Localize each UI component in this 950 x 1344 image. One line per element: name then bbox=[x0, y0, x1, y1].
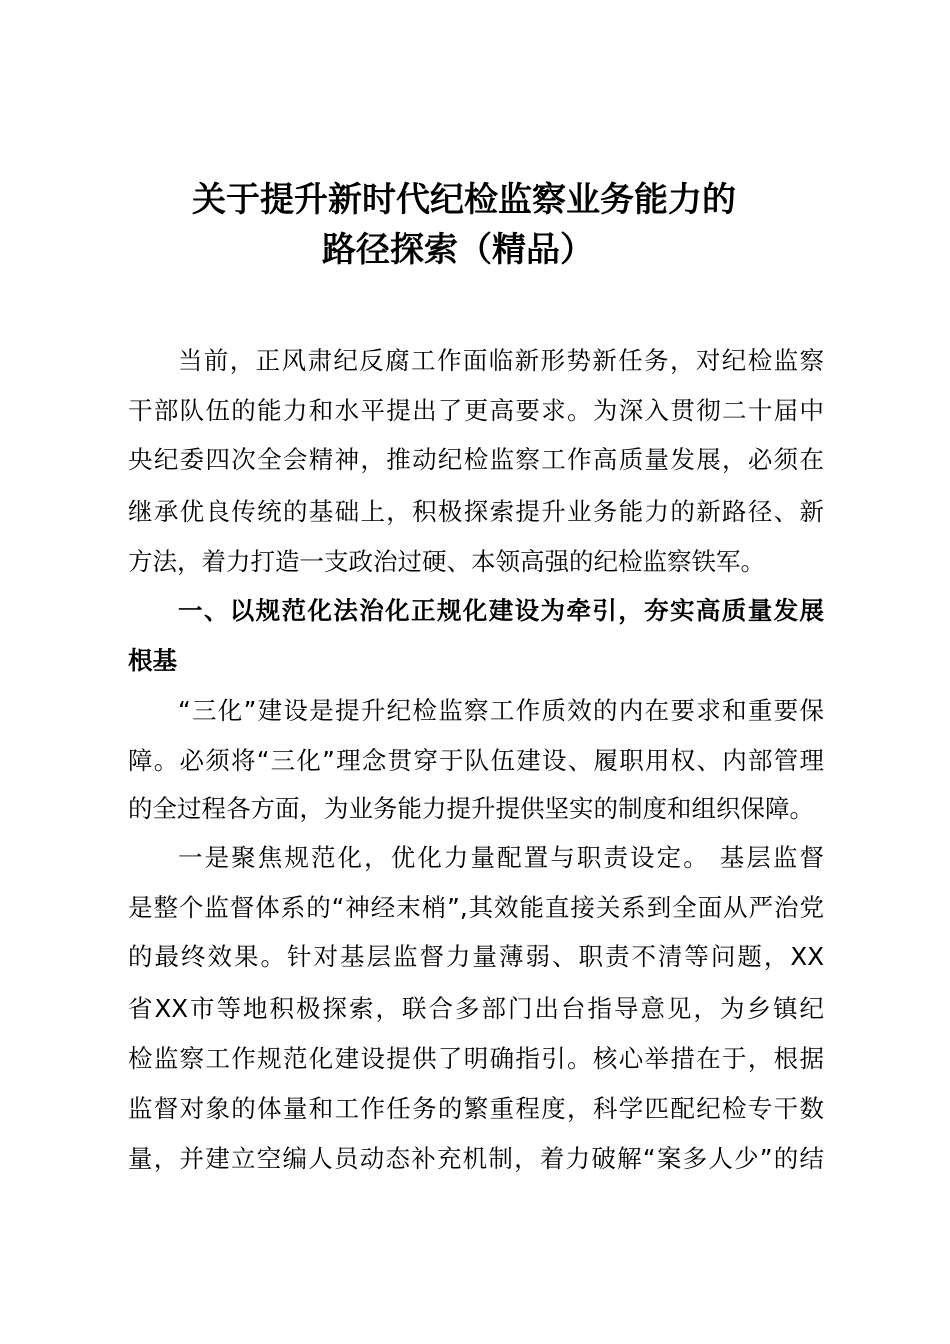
title-line: 路径探索（精品） bbox=[322, 230, 594, 270]
paragraph-line: 监督对象的体量和工作任务的繁重程度，科学匹配纪检专干数 bbox=[128, 1094, 824, 1123]
paragraph-line: 当前，正风肃纪反腐工作面临新形势新任务，对纪检监察 bbox=[178, 346, 824, 375]
paragraph-line: 障。必须将“三化”理念贯穿于队伍建设、履职用权、内部管理 bbox=[128, 746, 824, 775]
paragraph-line: 检监察工作规范化建设提供了明确指引。核心举措在于，根据 bbox=[128, 1044, 824, 1073]
paragraph-line: 干部队伍的能力和水平提出了更高要求。为深入贯彻二十届中 bbox=[128, 396, 824, 425]
paragraph-line: 方法，着力打造一支政治过硬、本领高强的纪检监察铁军。 bbox=[128, 547, 765, 576]
paragraph-line: 量，并建立空编人员动态补充机制，着力破解“案多人少”的结 bbox=[128, 1144, 824, 1173]
paragraph-line: 的全过程各方面，为业务能力提升提供坚实的制度和组织保障。 bbox=[128, 794, 814, 823]
paragraph-line: 央纪委四次全会精神，推动纪检监察工作高质量发展，必须在 bbox=[128, 445, 824, 474]
title-line: 关于提升新时代纪检监察业务能力的 bbox=[192, 180, 736, 220]
section-heading-line: 根基 bbox=[128, 646, 177, 675]
paragraph-line: 一是聚焦规范化，优化力量配置与职责设定。 基层监督 bbox=[178, 843, 824, 872]
paragraph-line: 是整个监督体系的“神经末梢”,其效能直接关系到全面从严治党 bbox=[128, 893, 824, 922]
paragraph-line: “三化”建设是提升纪检监察工作质效的内在要求和重要保 bbox=[178, 696, 824, 725]
paragraph-line: 继承优良传统的基础上，积极探索提升业务能力的新路径、新 bbox=[128, 497, 824, 526]
paragraph-line: 省XX市等地积极探索，联合多部门出台指导意见，为乡镇纪 bbox=[128, 994, 824, 1023]
section-heading-line: 一、以规范化法治化正规化建设为牵引，夯实高质量发展 bbox=[178, 596, 824, 625]
paragraph-line: 的最终效果。针对基层监督力量薄弱、职责不清等问题，XX bbox=[128, 942, 824, 971]
